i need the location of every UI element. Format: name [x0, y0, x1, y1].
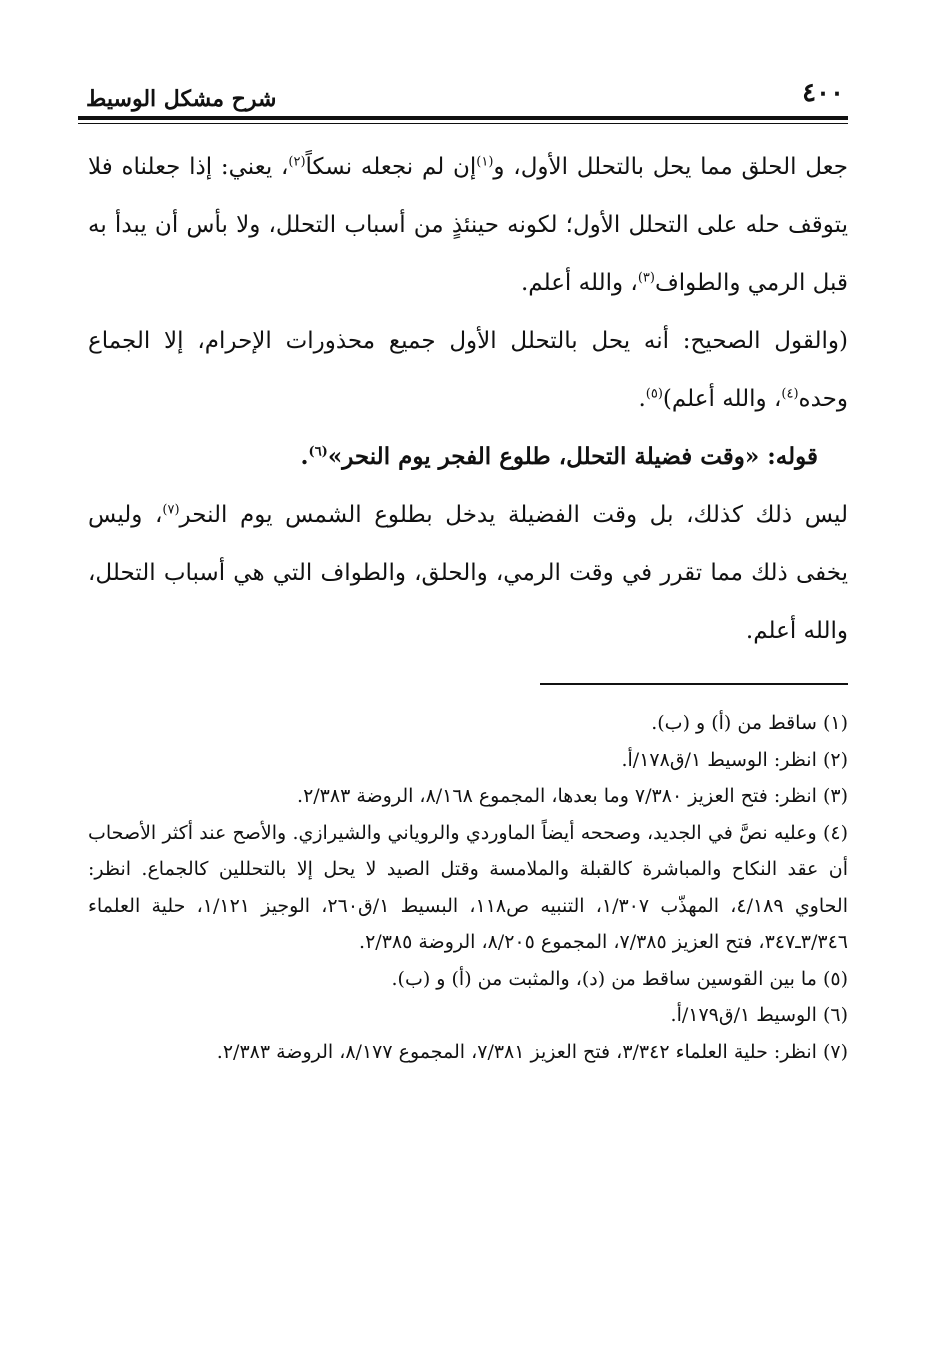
paragraph-4-text-b: ، وليس يخفى ذلك مما تقرر في وقت الرمي، والحلق، والطواف التي هي أسباب التحلل، والله أعلم. [88, 502, 848, 644]
paragraph-4 [88, 486, 848, 660]
footnote-3 [88, 778, 848, 815]
footnote-7 [88, 1034, 848, 1071]
footnote-text: انظر: حلية العلماء ٣/٣٤٢، فتح العزيز ٧/٣٨١، المجموع ٨/١٧٧، الروضة ٢/٣٨٣. [216, 1040, 817, 1063]
paragraph-1-text: جعل الحلق مما يحل بالتحلل الأول، و [493, 154, 848, 180]
page-header [78, 78, 848, 116]
footnote-number: (٥) [822, 967, 848, 990]
paragraph-1-text-d: ، والله أعلم. [520, 270, 638, 296]
paragraph-2 [88, 312, 848, 428]
footnote-number: (٢) [822, 748, 848, 771]
paragraph-3 [88, 428, 848, 486]
footnote-number: (٣) [822, 785, 848, 807]
paragraph-2-text-b: ، والله أعلم) [662, 386, 782, 412]
page-number: ٤٠٠ [802, 78, 844, 108]
footnote-ref-7: (٧) [162, 502, 180, 518]
paragraph-2-text-c: . [638, 386, 646, 412]
paragraph-4-text: ليس ذلك كذلك، بل وقت الفضيلة يدخل بطلوع الشمس يوم النحر [179, 502, 848, 528]
footnote-text: وعليه نصَّ في الجديد، وصححه أيضاً الماوردي والروياني والشيرازي. والأصح عند أكثر الأصحاب أن عقد النكاح والمباشرة كالقبلة والملامسة وقتل الصيد لا يحل إلا بالتحللين كالجماع. انظر: الحاوي ٤/١٨٩، المهذّب ١/٣٠٧، التنبيه ص١١٨، البسيط ١/ق٢٦٠، الوجيز ١/١٢١، حلية العلماء ٣/٣٤٦ـ٣٤٧، فتح العزيز ٧/٣٨٥، المجموع ٨/٢٠٥، الروضة ٢/٣٨٥. [88, 821, 848, 953]
book-title: شرح مشكل الوسيط [86, 86, 277, 112]
footnote-text: ما بين القوسين ساقط من (د)، والمثبت من (أ) و (ب). [391, 967, 817, 990]
main-text [88, 138, 848, 660]
footnote-text: انظر: فتح العزيز ٧/٣٨٠ وما بعدها، المجموع ٨/١٦٨، الروضة ٢/٣٨٣. [297, 785, 817, 807]
paragraph-3-prefix: قوله: [759, 443, 818, 470]
footnote-2 [88, 742, 848, 779]
footnote-ref-1: (١) [476, 154, 494, 170]
paragraph-1-text-c: ، يعني: إذا جعلناه فلا يتوقف حله على التحلل الأول؛ لكونه حينئذٍ من أسباب التحلل، ولا بأس أن يبدأ به قبل الرمي والطواف [88, 154, 848, 296]
footnote-ref-3: (٣) [637, 270, 655, 286]
paragraph-1-text-b: إن لم نجعله نسكاً [305, 154, 477, 180]
header-rule-thick [78, 116, 848, 120]
footnote-ref-5: (٥) [645, 386, 663, 402]
paragraph-3-quote: «وقت فضيلة التحلل، طلوع الفجر يوم النحر» [327, 443, 760, 470]
footnote-number: (١) [822, 712, 848, 734]
paragraph-2-text: (والقول الصحيح: أنه يحل بالتحلل الأول جميع محذورات الإحرام، إلا الجماع وحده [88, 328, 848, 412]
footnote-separator [540, 683, 848, 685]
paragraph-3-end: . [300, 443, 309, 470]
header-rule-thin [78, 123, 848, 124]
footnote-6 [88, 997, 848, 1034]
footnote-text: انظر: الوسيط ١/ق١٧٨/أ. [621, 748, 817, 771]
footnote-1 [88, 705, 848, 742]
footnote-text: ساقط من (أ) و (ب). [651, 712, 817, 734]
footnote-ref-4: (٤) [781, 386, 799, 402]
footnote-ref-2: (٢) [288, 154, 306, 170]
footnote-number: (٤) [822, 821, 848, 844]
footnote-text: الوسيط ١/ق١٧٩/أ. [670, 1004, 817, 1026]
paragraph-1 [88, 138, 848, 312]
footnote-number: (٦) [822, 1004, 848, 1026]
footnotes [88, 705, 848, 1070]
footnote-4 [88, 815, 848, 961]
footnote-5 [88, 961, 848, 998]
footnote-ref-6: (٦) [308, 444, 328, 460]
footnote-number: (٧) [822, 1040, 848, 1063]
